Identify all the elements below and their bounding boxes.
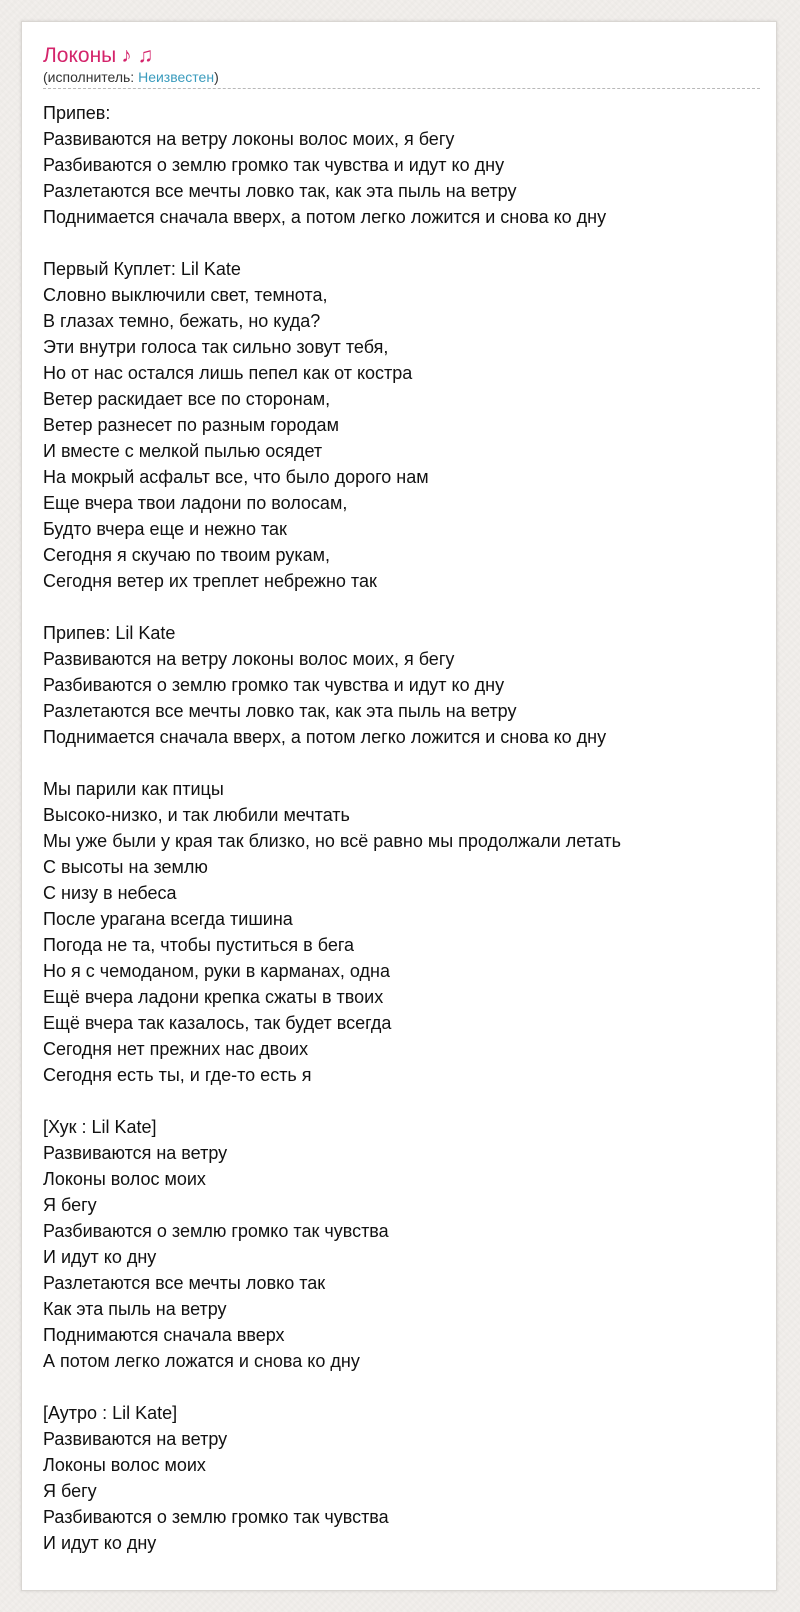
lyrics-blank-line — [43, 750, 756, 776]
artist-suffix: ) — [214, 69, 219, 85]
lyrics-line: Припев: — [43, 103, 111, 123]
lyrics-line: Сегодня я скучаю по твоим рукам, — [43, 545, 330, 565]
lyrics-line: Развиваются на ветру локоны волос моих, я бегу — [43, 649, 455, 669]
lyrics-line: Поднимается сначала вверх, а потом легко ложится и снова ко дну — [43, 727, 607, 747]
lyrics-line: Разлетаются все мечты ловко так, как эта пыль на ветру — [43, 701, 517, 721]
lyrics-line: Мы парили как птицы — [43, 779, 224, 799]
lyrics-line: Сегодня ветер их треплет небрежно так — [43, 571, 377, 591]
lyrics-line: Я бегу — [43, 1481, 97, 1501]
lyrics-line: Разбиваются о землю громко так чувства — [43, 1507, 389, 1527]
lyrics-line: С высоты на землю — [43, 857, 208, 877]
lyrics-line: Но от нас остался лишь пепел как от костра — [43, 363, 413, 383]
song-title — [43, 43, 756, 69]
lyrics-line: Разбиваются о землю громко так чувства и идут ко дну — [43, 155, 505, 175]
music-notes-icon: ♪ ♫ — [121, 44, 154, 67]
lyrics-line: Развиваются на ветру локоны волос моих, я бегу — [43, 129, 455, 149]
artist-prefix: (исполнитель: — [43, 69, 139, 85]
lyrics-line: Я бегу — [43, 1195, 97, 1215]
lyrics-line: Ветер раскидает все по сторонам, — [43, 389, 331, 409]
lyrics-blank-line — [43, 230, 756, 256]
lyrics-line: На мокрый асфальт все, что было дорого нам — [43, 467, 429, 487]
lyrics-line: Сегодня нет прежних нас двоих — [43, 1039, 309, 1059]
lyrics-line: Как эта пыль на ветру — [43, 1299, 227, 1319]
lyrics-line: Разбиваются о землю громко так чувства и идут ко дну — [43, 675, 505, 695]
artist-link[interactable]: Неизвестен — [138, 69, 215, 85]
lyrics-line: Поднимаются сначала вверх — [43, 1325, 285, 1345]
artist-line — [43, 69, 760, 89]
lyrics-line: Припев: Lil Kate — [43, 623, 176, 643]
lyrics-line: Высоко-низко, и так любили мечтать — [43, 805, 350, 825]
lyrics-line: Эти внутри голоса так сильно зовут тебя, — [43, 337, 389, 357]
lyrics-line: Словно выключили свет, темнота, — [43, 285, 328, 305]
lyrics-line: [Хук : Lil Kate] — [43, 1117, 157, 1137]
lyrics-text — [43, 100, 756, 1556]
lyrics-line: И вместе с мелкой пылью осядет — [43, 441, 323, 461]
lyrics-line: После урагана всегда тишина — [43, 909, 293, 929]
lyrics-line: Разлетаются все мечты ловко так, как эта пыль на ветру — [43, 181, 517, 201]
lyrics-line: Локоны волос моих — [43, 1169, 206, 1189]
lyrics-blank-line — [43, 1088, 756, 1114]
lyrics-line: Сегодня есть ты, и где-то есть я — [43, 1065, 312, 1085]
lyrics-line: [Аутро : Lil Kate] — [43, 1403, 178, 1423]
lyrics-line: Разбиваются о землю громко так чувства — [43, 1221, 389, 1241]
lyrics-line: Развиваются на ветру — [43, 1143, 228, 1163]
lyrics-line: Но я с чемоданом, руки в карманах, одна — [43, 961, 390, 981]
lyrics-line: Развиваются на ветру — [43, 1429, 228, 1449]
lyrics-line: Ветер разнесет по разным городам — [43, 415, 339, 435]
lyrics-line: Мы уже были у края так близко, но всё равно мы продолжали летать — [43, 831, 621, 851]
lyrics-line: Поднимается сначала вверх, а потом легко ложится и снова ко дну — [43, 207, 607, 227]
lyrics-line: Первый Куплет: Lil Kate — [43, 259, 241, 279]
lyrics-line: Еще вчера твои ладони по волосам, — [43, 493, 348, 513]
lyrics-card — [21, 21, 777, 1591]
lyrics-line: Локоны волос моих — [43, 1455, 206, 1475]
lyrics-blank-line — [43, 1374, 756, 1400]
lyrics-line: В глазах темно, бежать, но куда? — [43, 311, 321, 331]
lyrics-blank-line — [43, 594, 756, 620]
lyrics-line: Разлетаются все мечты ловко так — [43, 1273, 326, 1293]
lyrics-line: Ещё вчера так казалось, так будет всегда — [43, 1013, 392, 1033]
lyrics-line: Погода не та, чтобы пуститься в бега — [43, 935, 355, 955]
lyrics-line: Ещё вчера ладони крепка сжаты в твоих — [43, 987, 384, 1007]
lyrics-line: С низу в небеса — [43, 883, 177, 903]
lyrics-line: Будто вчера еще и нежно так — [43, 519, 287, 539]
song-title-text: Локоны — [43, 44, 117, 67]
lyrics-line: А потом легко ложатся и снова ко дну — [43, 1351, 360, 1371]
lyrics-line: И идут ко дну — [43, 1247, 157, 1267]
lyrics-line: И идут ко дну — [43, 1533, 157, 1553]
